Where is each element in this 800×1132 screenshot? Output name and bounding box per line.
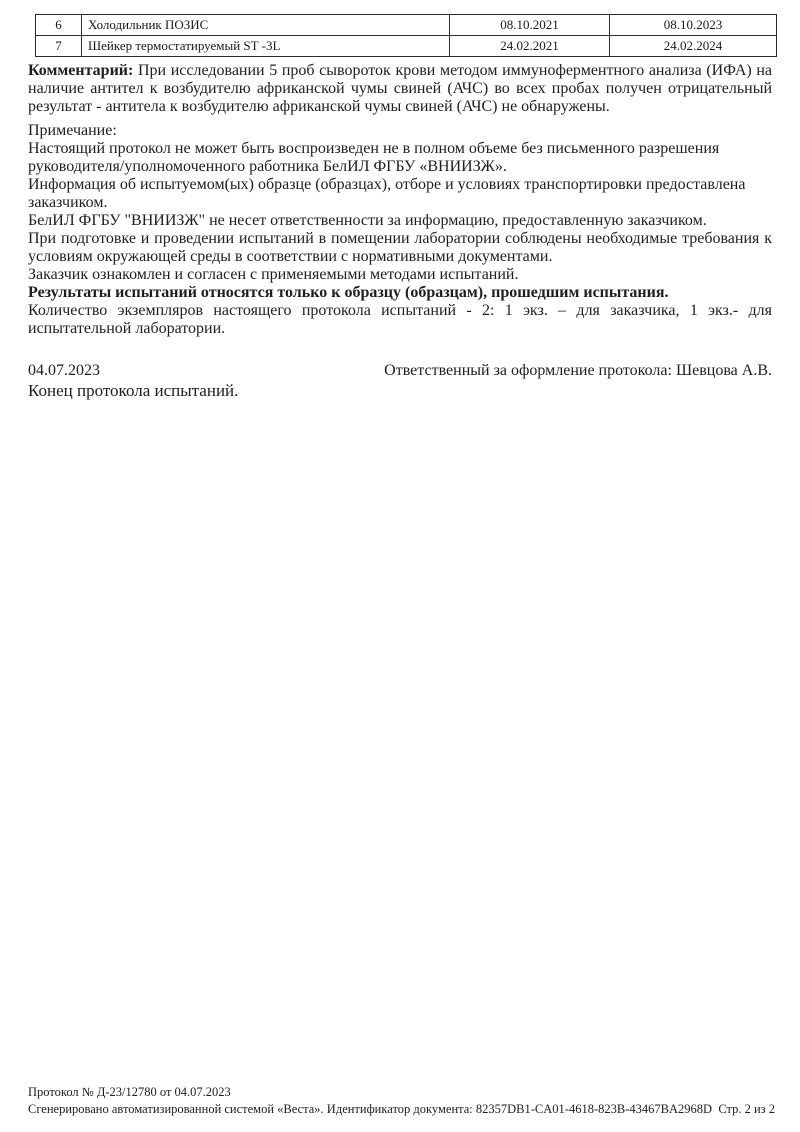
signature-row [28,362,772,380]
verification-date: 24.02.2021 [450,36,610,57]
comment-text: При исследовании 5 проб сывороток крови методом иммуноферментного анализа (ИФА) на наличие антител к возбудителю африканской чумы свиней (АЧС) во всех пробах получен отрицательный результат - антитела к возбудителю африканской чумы свиней (АЧС) не обнаружены. [28,62,772,115]
notes-label: Примечание: [28,122,117,139]
note-paragraph: Заказчик ознакомлен и согласен с применяемыми методами испытаний. [28,266,519,283]
footer [28,1084,775,1118]
equipment-table [35,14,777,57]
footer-generated-info: Сгенерировано автоматизированной системой «Веста». Идентификатор документа: 82357DB1-CA01-4618-823B-43467BA2968D [28,1102,713,1116]
equipment-row-number: 6 [36,15,82,36]
comment-paragraph [28,62,772,116]
verification-date: 08.10.2021 [450,15,610,36]
results-statement: Результаты испытаний относятся только к образцу (образцам), прошедшим испытания. [28,284,669,301]
comment-label: Комментарий: [28,62,134,79]
table-row [36,36,777,57]
responsible-person: Ответственный за оформление протокола: Шевцова А.В. [384,362,772,379]
copies-statement: Количество экземпляров настоящего протокола испытаний - 2: 1 экз. – для заказчика, 1 экз.- для испытательной лаборатории. [28,302,772,337]
equipment-name: Холодильник ПОЗИС [82,15,450,36]
valid-until-date: 08.10.2023 [610,15,777,36]
footer-second-row [28,1101,775,1118]
valid-until-date: 24.02.2024 [610,36,777,57]
notes-section [28,122,772,338]
equipment-name: Шейкер термостатируемый ST -3L [82,36,450,57]
table-row [36,15,777,36]
footer-protocol-number: Протокол № Д-23/12780 от 04.07.2023 [28,1085,231,1099]
footer-page-indicator: Стр. 2 из 2 [718,1102,775,1116]
note-paragraph: При подготовке и проведении испытаний в помещении лаборатории соблюдены необходимые требования к условиям окружающей среды в соответствии с нормативными документами. [28,230,772,265]
equipment-row-number: 7 [36,36,82,57]
document-content [28,14,772,401]
note-paragraph: Настоящий протокол не может быть воспроизведен не в полном объеме без письменного разрешения руководителя/уполномоченного работника БелИЛ ФГБУ «ВНИИЗЖ». [28,140,720,175]
note-paragraph: БелИЛ ФГБУ "ВНИИЗЖ" не несет ответственности за информацию, предоставленную заказчиком. [28,212,707,229]
end-of-protocol-line: Конец протокола испытаний. [28,381,239,400]
protocol-date: 04.07.2023 [28,362,100,379]
note-paragraph: Информация об испытуемом(ых) образце (образцах), отборе и условиях транспортировки предоставлена заказчиком. [28,176,746,211]
